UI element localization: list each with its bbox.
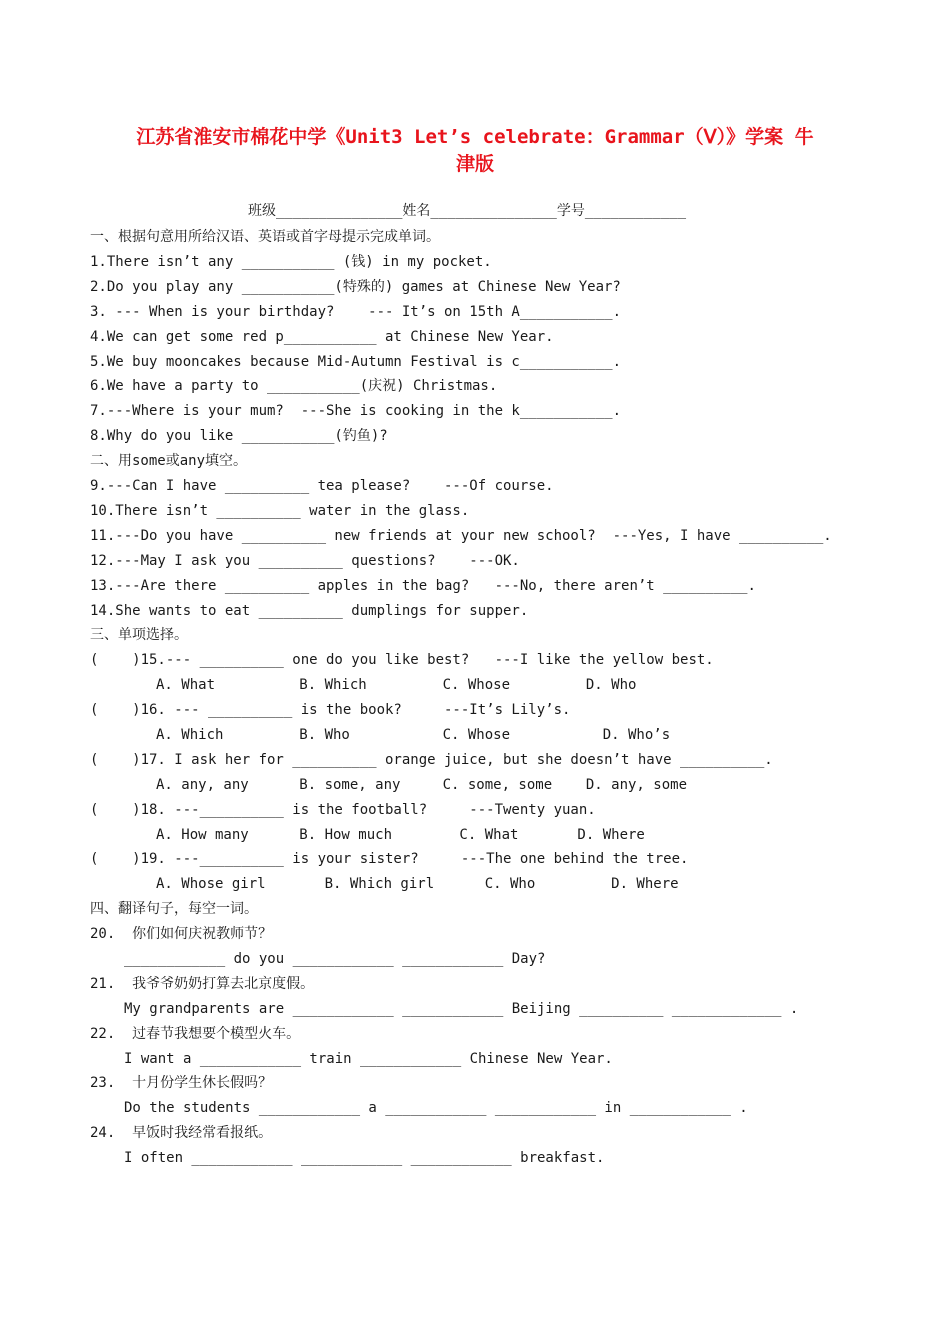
question-22: 22. 过春节我想要个模型火车。 xyxy=(90,1026,301,1042)
question-20-answer: ____________ do you ____________ ____________ Day? xyxy=(124,951,546,967)
question-3: 3. --- When is your birthday? --- It’s on 15th A___________. xyxy=(90,304,622,320)
question-16-options: A. Which B. Who C. Whose D. Who’s xyxy=(156,727,671,743)
question-4: 4.We can get some red p___________ at Chinese New Year. xyxy=(90,329,554,345)
question-20: 20. 你们如何庆祝教师节？ xyxy=(90,926,273,942)
question-23: 23. 十月份学生休长假吗？ xyxy=(90,1075,273,1091)
worksheet-title: 江苏省淮安市棉花中学《Unit3 Let’s celebrate：Grammar（Ⅴ）》学案 牛 津版 xyxy=(136,126,814,175)
question-9: 9.---Can I have __________ tea please? ---Of course. xyxy=(90,478,554,494)
question-21-answer: My grandparents are ____________ ____________ Beijing __________ _____________ . xyxy=(124,1001,799,1017)
question-19-options: A. Whose girl B. Which girl C. Who D. Where xyxy=(156,876,679,892)
question-15-options: A. What B. Which C. Whose D. Who xyxy=(156,677,637,693)
question-10: 10.There isn’t __________ water in the glass. xyxy=(90,503,470,519)
question-13: 13.---Are there __________ apples in the bag? ---No, there aren’t __________. xyxy=(90,578,756,594)
question-18-options: A. How many B. How much C. What D. Where xyxy=(156,827,645,843)
question-23-answer: Do the students ____________ a ____________ ____________ in ____________ . xyxy=(124,1100,748,1116)
question-24-answer: I often ____________ ____________ ____________ breakfast. xyxy=(124,1150,605,1166)
question-17-options: A. any, any B. some, any C. some, some D. any, some xyxy=(156,777,688,793)
question-16: ( )16. --- __________ is the book? ---It’s Lily’s. xyxy=(90,702,571,718)
question-14: 14.She wants to eat __________ dumplings for supper. xyxy=(90,603,529,619)
question-24: 24. 早饭时我经常看报纸。 xyxy=(90,1125,273,1141)
question-2: 2.Do you play any ___________(特殊的) games at Chinese New Year? xyxy=(90,279,621,295)
question-18: ( )18. ---__________ is the football? ---Twenty yuan. xyxy=(90,802,596,818)
student-info-line: 班级_______________姓名_______________学号____________ xyxy=(248,203,687,219)
question-1: 1.There isn’t any ___________ (钱) in my pocket. xyxy=(90,254,492,270)
question-12: 12.---May I ask you __________ questions? ---OK. xyxy=(90,553,520,569)
section-2-heading: 二、用some或any填空。 xyxy=(90,453,248,469)
question-6: 6.We have a party to ___________(庆祝) Christmas. xyxy=(90,378,498,394)
question-5: 5.We buy mooncakes because Mid-Autumn Festival is c___________. xyxy=(90,354,622,370)
question-21: 21. 我爷爷奶奶打算去北京度假。 xyxy=(90,976,315,992)
question-17: ( )17. I ask her for __________ orange juice, but she doesn’t have __________. xyxy=(90,752,773,768)
question-11: 11.---Do you have __________ new friends at your new school? ---Yes, I have __________. xyxy=(90,528,832,544)
question-15: ( )15.--- __________ one do you like best? ---I like the yellow best. xyxy=(90,652,714,668)
section-1-heading: 一、根据句意用所给汉语、英语或首字母提示完成单词。 xyxy=(90,229,440,245)
section-4-heading: 四、翻译句子，每空一词。 xyxy=(90,901,258,917)
question-8: 8.Why do you like ___________(钓鱼)? xyxy=(90,428,388,444)
question-19: ( )19. ---__________ is your sister? ---The one behind the tree. xyxy=(90,851,689,867)
section-3-heading: 三、单项选择。 xyxy=(90,627,188,643)
question-22-answer: I want a ____________ train ____________ Chinese New Year. xyxy=(124,1051,613,1067)
question-7: 7.---Where is your mum? ---She is cooking in the k___________. xyxy=(90,403,622,419)
